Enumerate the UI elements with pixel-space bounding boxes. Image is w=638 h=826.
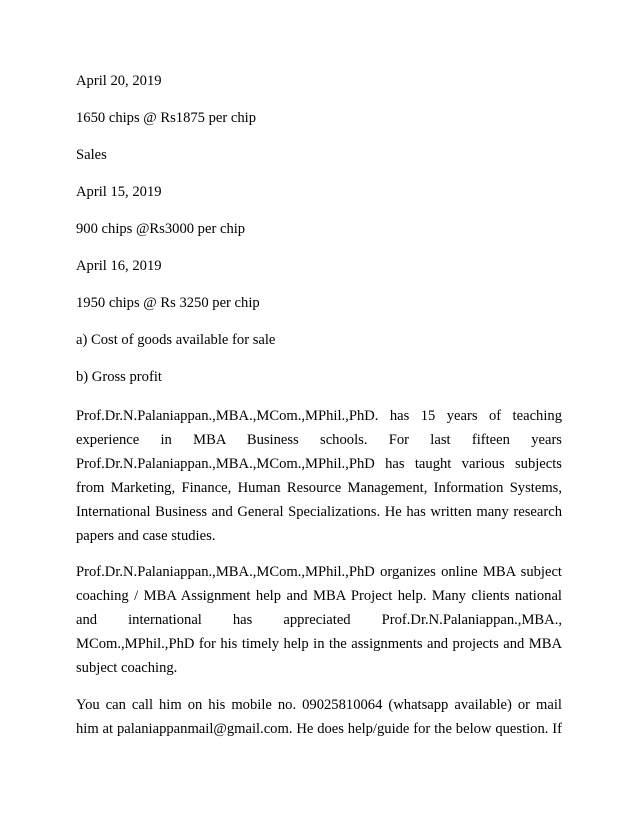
text-line: papers and case studies. <box>76 527 216 544</box>
question-b: b) Gross profit <box>76 369 162 385</box>
contact-paragraph <box>76 694 562 742</box>
text-line: and international has appreciated Prof.Dr.N.Palaniappan.,MBA., <box>76 612 562 629</box>
date-line: April 15, 2019 <box>76 184 162 200</box>
date-line: April 20, 2019 <box>76 73 162 89</box>
text-line: him at palaniappanmail@gmail.com. He does help/guide for the below question. If <box>76 720 562 737</box>
bio-paragraph <box>76 405 562 548</box>
date-line: April 16, 2019 <box>76 258 162 274</box>
text-line: Prof.Dr.N.Palaniappan.,MBA.,MCom.,MPhil.,PhD has taught various subjects <box>76 455 562 472</box>
document-page <box>76 72 562 755</box>
text-line: from Marketing, Finance, Human Resource Management, Information Systems, <box>76 479 562 496</box>
text-line: You can call him on his mobile no. 09025810064 (whatsapp available) or mail <box>76 696 562 713</box>
question-a: a) Cost of goods available for sale <box>76 332 276 348</box>
text-line: coaching / MBA Assignment help and MBA Project help. Many clients national <box>76 588 562 605</box>
purchase-line: 1650 chips @ Rs1875 per chip <box>76 110 257 126</box>
text-line: Prof.Dr.N.Palaniappan.,MBA.,MCom.,MPhil.,PhD. has 15 years of teaching <box>76 408 562 424</box>
sales-line: 1950 chips @ Rs 3250 per chip <box>76 295 260 311</box>
text-line: International Business and General Specializations. He has written many research <box>76 503 562 520</box>
sales-line: 900 chips @Rs3000 per chip <box>76 221 246 237</box>
section-heading: Sales <box>76 147 107 163</box>
text-line: experience in MBA Business schools. For last fifteen years <box>76 431 562 448</box>
services-paragraph <box>76 561 562 681</box>
text-line: subject coaching. <box>76 660 178 677</box>
text-line: Prof.Dr.N.Palaniappan.,MBA.,MCom.,MPhil.,PhD organizes online MBA subject <box>76 564 562 581</box>
text-line: MCom.,MPhil.,PhD for his timely help in the assignments and projects and MBA <box>76 636 562 653</box>
